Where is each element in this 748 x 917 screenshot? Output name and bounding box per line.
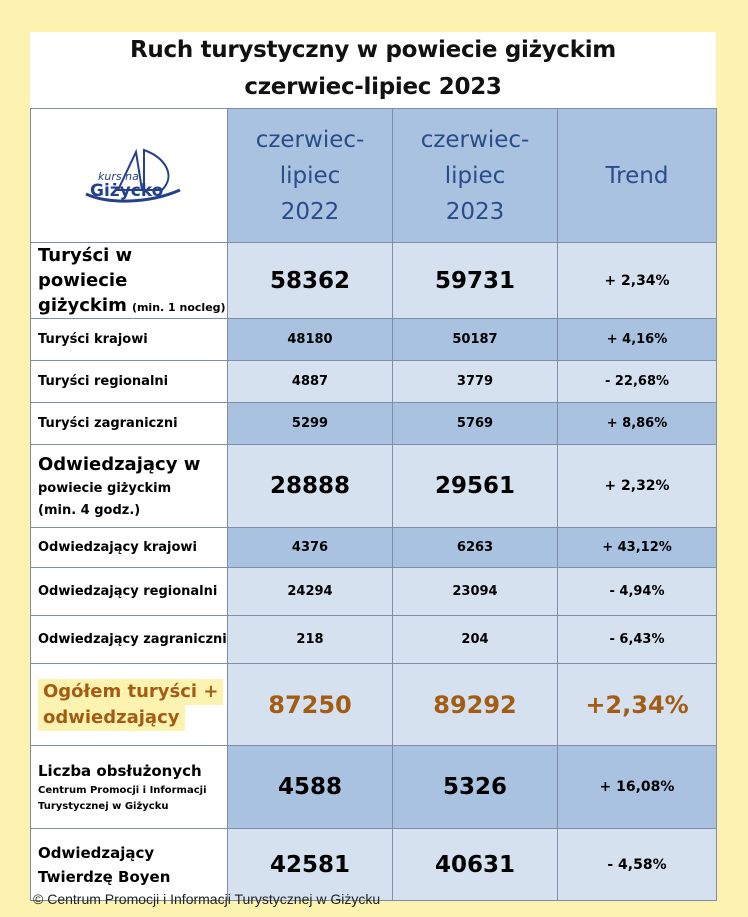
- row-label: [31, 243, 228, 319]
- row-label-line2: giżyckim: [38, 295, 127, 316]
- row-label-line1: Turyści w powiecie: [38, 245, 133, 291]
- table-row: [31, 829, 717, 901]
- value-2022: 218: [228, 616, 393, 664]
- header-col-2022: [228, 109, 393, 243]
- value-2023: 50187: [393, 319, 558, 361]
- trend-value: + 43,12%: [558, 528, 717, 568]
- trend-value: + 16,08%: [558, 746, 717, 829]
- value-2023: 5769: [393, 403, 558, 445]
- value-2023: 40631: [393, 829, 558, 901]
- value-2023: 3779: [393, 361, 558, 403]
- row-label-line1: Odwiedzający: [38, 843, 155, 862]
- row-label-note: (min. 1 nocleg): [131, 301, 226, 314]
- header-col-2023-line3: 2023: [445, 198, 505, 225]
- row-label: Turyści regionalni: [31, 361, 228, 403]
- row-label: [31, 445, 228, 528]
- title-line-2: czerwiec-lipiec 2023: [244, 74, 502, 100]
- row-label: Odwiedzający krajowi: [31, 528, 228, 568]
- logo-text-top: kurs na: [98, 169, 139, 183]
- row-label: Odwiedzający regionalni: [31, 568, 228, 616]
- table-row: [31, 616, 717, 664]
- value-2022: 4588: [228, 746, 393, 829]
- row-label: Turyści zagraniczni: [31, 403, 228, 445]
- value-2023: 23094: [393, 568, 558, 616]
- row-label-line3: (min. 4 godz.): [38, 502, 141, 518]
- row-label-line2: powiecie giżyckim: [38, 480, 172, 496]
- value-2023: 5326: [393, 746, 558, 829]
- row-label: [31, 664, 228, 746]
- header-col-2022-line2: lipiec: [279, 162, 341, 189]
- header-col-2023: [393, 109, 558, 243]
- header-col-2023-line2: lipiec: [444, 162, 506, 189]
- row-label: [31, 746, 228, 829]
- copyright-footer: © Centrum Promocji i Informacji Turystycznej w Giżycku: [33, 891, 381, 907]
- row-label-line3: Turystycznej w Giżycku: [38, 801, 169, 812]
- row-label-line1: Odwiedzający w: [38, 453, 201, 475]
- statistics-table: [30, 108, 717, 901]
- table-row: [31, 568, 717, 616]
- row-label-line2: odwiedzający: [38, 705, 185, 731]
- value-2022: 24294: [228, 568, 393, 616]
- title-line-1: Ruch turystyczny w powiecie giżyckim: [130, 37, 616, 63]
- table-row-total: [31, 664, 717, 746]
- table-row: [31, 403, 717, 445]
- trend-value: +2,34%: [558, 664, 717, 746]
- value-2023: 6263: [393, 528, 558, 568]
- value-2023: 89292: [393, 664, 558, 746]
- table-row: [31, 243, 717, 319]
- value-2022: 42581: [228, 829, 393, 901]
- table-row: [31, 746, 717, 829]
- value-2023: 29561: [393, 445, 558, 528]
- table-row: [31, 361, 717, 403]
- trend-value: - 22,68%: [558, 361, 717, 403]
- value-2022: 5299: [228, 403, 393, 445]
- row-label-line2: Twierdzę Boyen: [38, 867, 171, 886]
- trend-value: + 8,86%: [558, 403, 717, 445]
- trend-value: - 4,94%: [558, 568, 717, 616]
- row-label-line2: Centrum Promocji i Informacji: [38, 785, 207, 796]
- header-col-trend: Trend: [558, 109, 717, 243]
- logo-text-main: Giżycko: [90, 180, 164, 201]
- table-header-row: [31, 109, 717, 243]
- trend-value: - 4,58%: [558, 829, 717, 901]
- row-label: [31, 829, 228, 901]
- table-row: [31, 319, 717, 361]
- value-2023: 59731: [393, 243, 558, 319]
- header-col-2022-line1: czerwiec-: [255, 126, 365, 153]
- value-2022: 4887: [228, 361, 393, 403]
- header-col-2023-line1: czerwiec-: [420, 126, 530, 153]
- table-row: [31, 445, 717, 528]
- value-2022: 28888: [228, 445, 393, 528]
- value-2022: 4376: [228, 528, 393, 568]
- row-label: Turyści krajowi: [31, 319, 228, 361]
- row-label: Odwiedzający zagraniczni: [31, 616, 228, 664]
- value-2023: 204: [393, 616, 558, 664]
- kurs-na-gizycko-logo: [78, 146, 188, 216]
- value-2022: 48180: [228, 319, 393, 361]
- row-label-line1: Ogółem turyści +: [38, 679, 223, 705]
- logo-cell: [31, 109, 228, 243]
- value-2022: 58362: [228, 243, 393, 319]
- infographic-card: [30, 32, 716, 886]
- trend-value: + 4,16%: [558, 319, 717, 361]
- value-2022: 87250: [228, 664, 393, 746]
- table-row: [31, 528, 717, 568]
- header-col-2022-line3: 2022: [280, 198, 340, 225]
- trend-value: + 2,34%: [558, 243, 717, 319]
- row-label-line1: Liczba obsłużonych: [38, 762, 202, 780]
- page-title: [30, 32, 716, 108]
- trend-value: + 2,32%: [558, 445, 717, 528]
- trend-value: - 6,43%: [558, 616, 717, 664]
